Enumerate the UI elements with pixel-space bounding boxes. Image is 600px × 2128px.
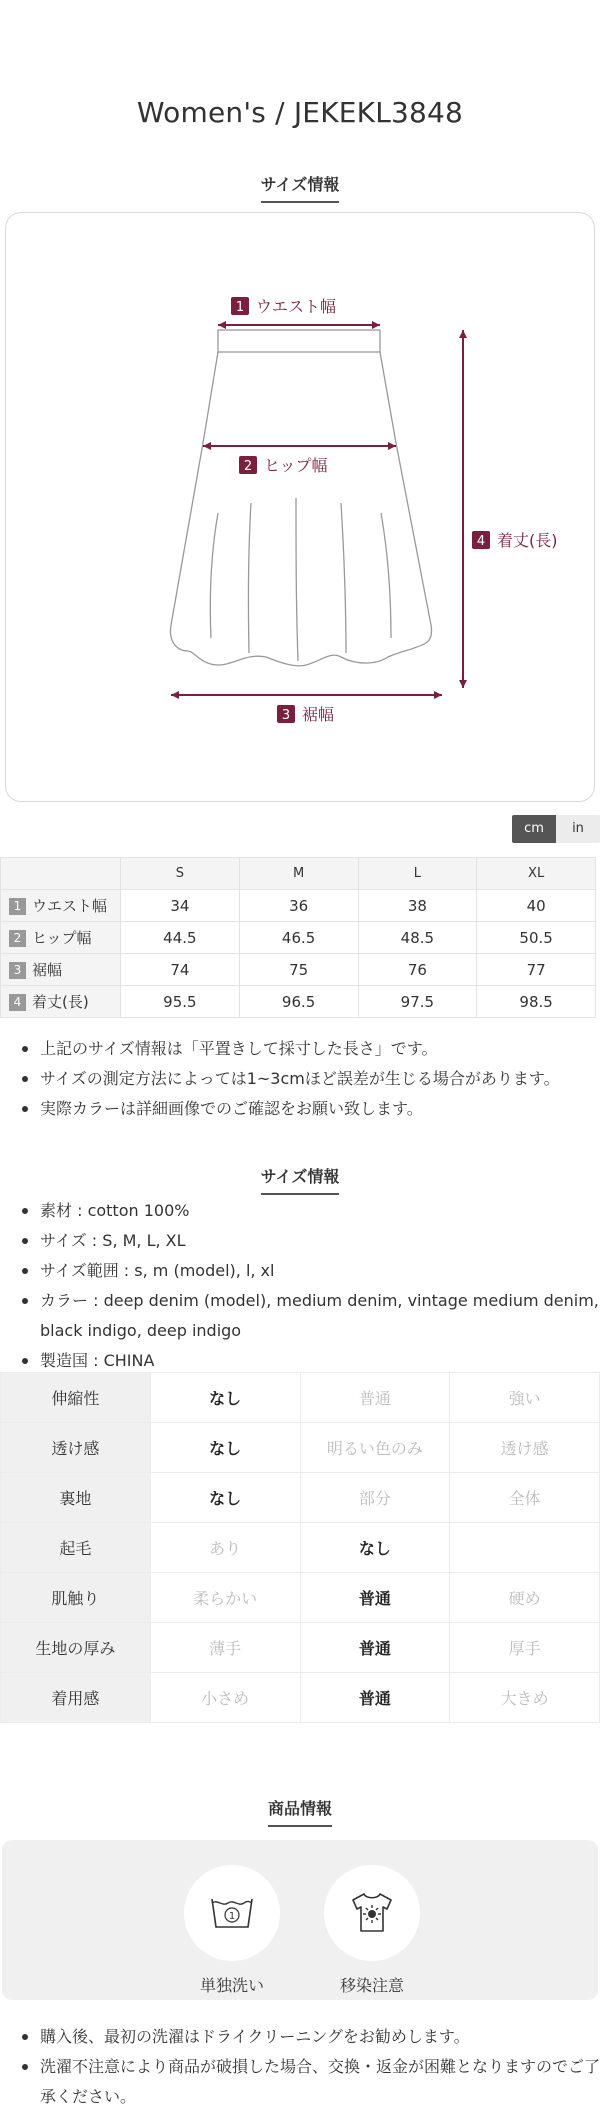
table-row [1, 890, 596, 922]
size-col-header: XL [477, 858, 596, 890]
table-row [1, 954, 596, 986]
list-item: サイズ : S, M, L, XL [0, 1226, 600, 1256]
table-cell: 44.5 [121, 922, 240, 954]
attribute-label: 生地の厚み [1, 1623, 151, 1673]
attribute-option: なし [150, 1423, 300, 1473]
attribute-option: 大きめ [450, 1673, 600, 1723]
product-notes-list [0, 2022, 600, 2112]
length-label [472, 531, 558, 550]
table-row [1, 1623, 600, 1673]
table-cell: 77 [477, 954, 596, 986]
table-row [1, 1373, 600, 1423]
list-item: 製造国 : CHINA [0, 1346, 600, 1376]
attribute-option: 小さめ [150, 1673, 300, 1723]
list-item: 実際カラーは詳細画像でのご確認をお願い致します。 [0, 1094, 600, 1124]
attribute-option: 強い [450, 1373, 600, 1423]
svg-text:1: 1 [235, 300, 245, 315]
list-item: 洗濯不注意により商品が破損した場合、交換・返金が困難となりますのでご了承ください。 [0, 2052, 600, 2112]
attribute-option: なし [150, 1373, 300, 1423]
list-item: 上記のサイズ情報は「平置きして採寸した長さ」です。 [0, 1034, 600, 1064]
tshirt-stain-icon [349, 1891, 395, 1935]
attribute-option [450, 1523, 600, 1573]
svg-text:1: 1 [228, 1911, 236, 1922]
size-col-header: S [121, 858, 240, 890]
table-cell: 98.5 [477, 986, 596, 1018]
svg-text:裾幅: 裾幅 [302, 705, 335, 724]
waist-measure-line [218, 321, 380, 329]
size-table-corner [1, 858, 121, 890]
size-col-header: M [239, 858, 358, 890]
attribute-option: 硬め [450, 1573, 600, 1623]
attribute-option: 厚手 [450, 1623, 600, 1673]
attribute-option: 薄手 [150, 1623, 300, 1673]
table-row [1, 922, 596, 954]
size-diagram [5, 212, 595, 802]
list-item: 購入後、最初の洗濯はドライクリーニングをお勧めします。 [0, 2022, 600, 2052]
attribute-option: 普通 [300, 1623, 450, 1673]
size-table [0, 857, 596, 1018]
table-cell: 48.5 [358, 922, 477, 954]
unit-cm-button[interactable]: cm [512, 815, 556, 843]
row-number-badge: 4 [9, 994, 26, 1011]
hem-measure-line [171, 691, 442, 699]
table-cell: 46.5 [239, 922, 358, 954]
unit-toggle[interactable] [512, 815, 600, 843]
product-section-heading: 商品情報 [0, 1796, 600, 1827]
table-cell: 36 [239, 890, 358, 922]
fabric-attribute-table [0, 1372, 600, 1723]
attribute-option: 普通 [300, 1573, 450, 1623]
svg-text:3: 3 [281, 708, 291, 723]
attribute-option: 普通 [300, 1673, 450, 1723]
product-info-list [0, 1196, 600, 1376]
table-row [1, 986, 596, 1018]
svg-text:ヒップ幅: ヒップ幅 [264, 456, 328, 475]
info-section-heading: サイズ情報 [0, 1164, 600, 1195]
attribute-option: 透け感 [450, 1423, 600, 1473]
row-label: 2 ヒップ幅 [1, 922, 121, 954]
attribute-option: なし [300, 1523, 450, 1573]
table-cell: 40 [477, 890, 596, 922]
skirt-diagram-svg [6, 213, 596, 803]
care-label: 移染注意 [339, 1976, 404, 1995]
unit-in-button[interactable]: in [572, 821, 584, 836]
row-label: 1 ウエスト幅 [1, 890, 121, 922]
svg-text:4: 4 [476, 534, 486, 549]
attribute-option: 全体 [450, 1473, 600, 1523]
size-table-header [1, 858, 596, 890]
row-number-badge: 2 [9, 930, 26, 947]
size-notes-list [0, 1034, 600, 1124]
attribute-label: 裏地 [1, 1473, 151, 1523]
table-cell: 97.5 [358, 986, 477, 1018]
product-title: Women's / JEKEKL3848 [136, 96, 464, 129]
length-measure-line [459, 330, 467, 688]
row-label: 4 着丈(長) [1, 986, 121, 1018]
table-cell: 50.5 [477, 922, 596, 954]
attribute-option: 普通 [300, 1373, 450, 1423]
attribute-label: 肌触り [1, 1573, 151, 1623]
list-item: サイズ範囲 : s, m (model), l, xl [0, 1256, 600, 1286]
skirt-outline [170, 330, 431, 666]
table-cell: 34 [121, 890, 240, 922]
table-row [1, 1573, 600, 1623]
size-col-header: L [358, 858, 477, 890]
attribute-label: 着用感 [1, 1673, 151, 1723]
hip-measure-line [203, 442, 396, 450]
table-row [1, 1673, 600, 1723]
care-instructions-box [2, 1840, 598, 2000]
row-number-badge: 1 [9, 898, 26, 915]
care-item [182, 1865, 282, 1996]
attribute-option: あり [150, 1523, 300, 1573]
waist-label [231, 297, 336, 316]
hip-label [239, 456, 328, 475]
attribute-option: 明るい色のみ [300, 1423, 450, 1473]
svg-text:2: 2 [243, 459, 253, 474]
table-cell: 76 [358, 954, 477, 986]
table-cell: 96.5 [239, 986, 358, 1018]
list-item: 素材 : cotton 100% [0, 1196, 600, 1226]
attribute-option: なし [150, 1473, 300, 1523]
row-number-badge: 3 [9, 962, 26, 979]
hem-label [277, 705, 334, 724]
table-cell: 75 [239, 954, 358, 986]
table-row [1, 1423, 600, 1473]
table-cell: 38 [358, 890, 477, 922]
list-item: サイズの測定方法によっては1~3cmほど誤差が生じる場合があります。 [0, 1064, 600, 1094]
care-label: 単独洗い [199, 1976, 264, 1995]
care-icon-circle [324, 1865, 420, 1961]
table-row [1, 1523, 600, 1573]
hand-wash-icon [210, 1893, 254, 1933]
table-cell: 74 [121, 954, 240, 986]
row-label: 3 裾幅 [1, 954, 121, 986]
attribute-label: 伸縮性 [1, 1373, 151, 1423]
size-section-heading: サイズ情報 [0, 172, 600, 203]
care-icon-circle [184, 1865, 280, 1961]
care-item [322, 1865, 422, 1996]
attribute-label: 起毛 [1, 1523, 151, 1573]
table-row [1, 1473, 600, 1523]
svg-text:ウエスト幅: ウエスト幅 [256, 297, 337, 316]
table-cell: 95.5 [121, 986, 240, 1018]
attribute-label: 透け感 [1, 1423, 151, 1473]
attribute-option: 柔らかい [150, 1573, 300, 1623]
svg-text:着丈(長): 着丈(長) [497, 531, 558, 550]
attribute-option: 部分 [300, 1473, 450, 1523]
list-item: カラー : deep denim (model), medium denim, vintage medium denim, black indigo, deep indigo [0, 1286, 600, 1346]
